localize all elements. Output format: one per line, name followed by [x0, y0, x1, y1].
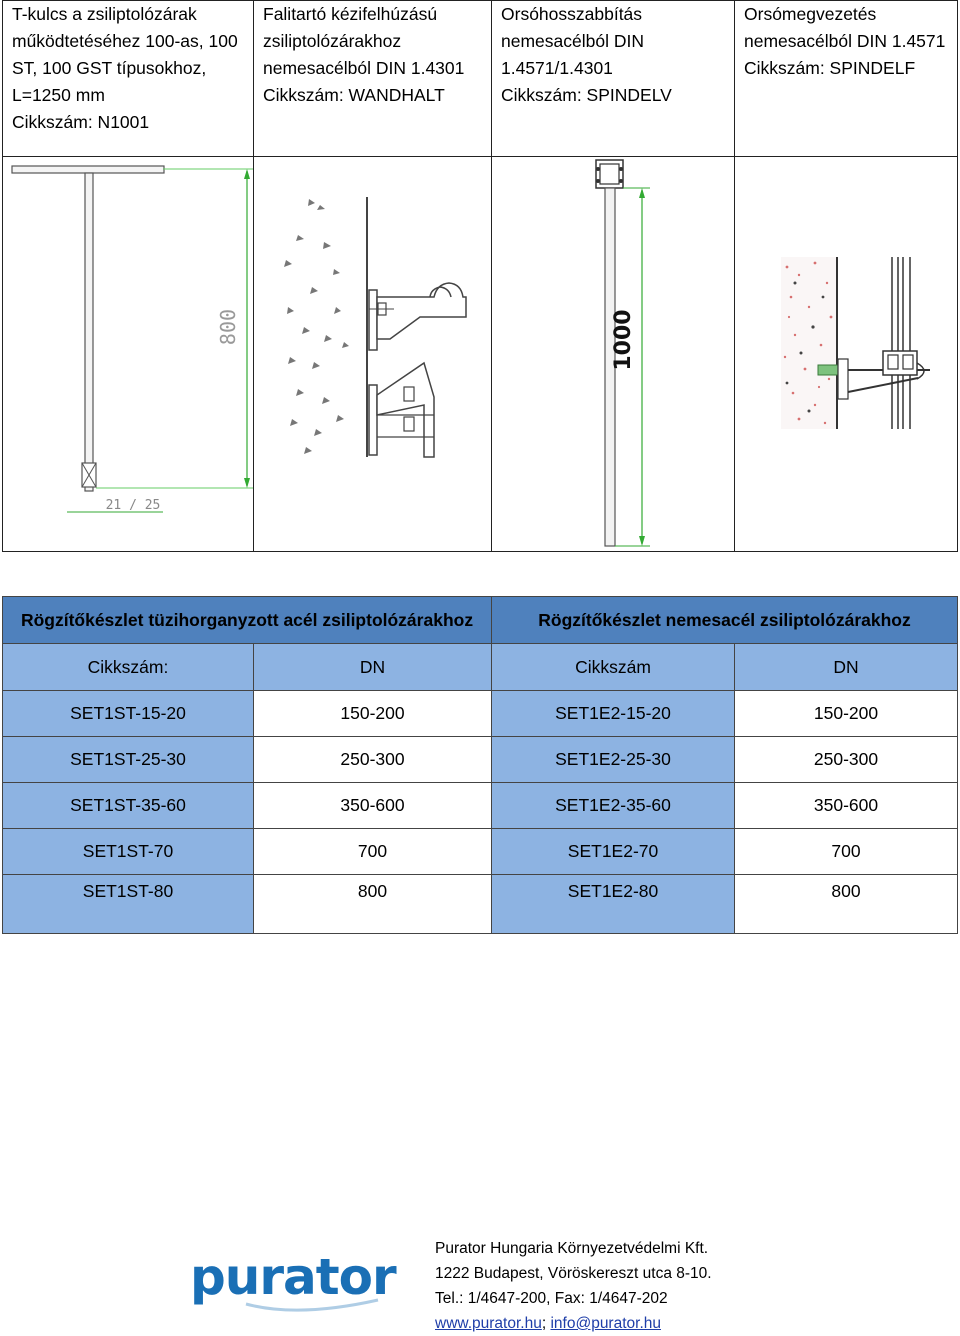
product-code: Cikkszám: WANDHALT	[263, 85, 445, 105]
height-dimension-label: 800	[216, 308, 240, 346]
product-desc-line: zsiliptolózárakhoz	[263, 31, 402, 51]
spindelf-drawing	[735, 157, 958, 551]
product-desc-line: nemesacélból DIN 1.4301	[263, 58, 465, 78]
table-cell: SET1ST-15-20	[3, 691, 254, 737]
table-cell: SET1E2-70	[492, 829, 735, 875]
table-cell: SET1ST-80	[3, 875, 254, 934]
spindelv-drawing	[492, 157, 735, 551]
product-desc-line: Orsóhosszabbítás	[501, 4, 643, 24]
company-address: 1222 Budapest, Vöröskereszt utca 8-10.	[435, 1265, 712, 1282]
table-cell: 350-600	[254, 783, 492, 829]
table-cell: SET1ST-35-60	[3, 783, 254, 829]
width-dimension-label: 21 / 25	[105, 498, 161, 513]
product-cell-spindelf	[735, 1, 958, 157]
company-phone: Tel.: 1/4647-200, Fax: 1/4647-202	[435, 1290, 668, 1307]
product-table	[2, 0, 958, 552]
mounting-set-table	[2, 596, 958, 934]
column-header: Cikkszám	[492, 644, 735, 691]
wandhalt-drawing-cell	[254, 157, 492, 552]
table-row	[3, 737, 958, 783]
product-code: Cikkszám: SPINDELV	[501, 85, 672, 105]
logo-wordmark: purator	[190, 1248, 396, 1306]
column-header: Cikkszám:	[3, 644, 254, 691]
column-header: DN	[254, 644, 492, 691]
table-cell: 800	[254, 875, 492, 934]
tkey-drawing-cell	[3, 157, 254, 552]
product-desc-line: 1.4571/1.4301	[501, 58, 613, 78]
table-cell: 150-200	[735, 691, 958, 737]
length-dimension-label: 1000	[611, 309, 636, 371]
table-cell: SET1ST-70	[3, 829, 254, 875]
table-cell: 700	[735, 829, 958, 875]
table-cell: 350-600	[735, 783, 958, 829]
stainless-set-header: Rögzítőkészlet nemesacél zsiliptolózárakhoz	[492, 597, 958, 644]
product-desc-line: L=1250 mm	[12, 85, 105, 105]
table-row	[3, 691, 958, 737]
product-cell-tkey	[3, 1, 254, 157]
bracket-hook	[377, 283, 466, 339]
product-desc-line: T-kulcs a zsiliptolózárak	[12, 4, 197, 24]
email-link[interactable]: info@purator.hu	[550, 1315, 661, 1332]
wall-section	[781, 257, 837, 429]
product-cell-spindelv	[492, 1, 735, 157]
table-row	[3, 875, 958, 934]
table-cell: SET1E2-15-20	[492, 691, 735, 737]
tkey-drawing	[3, 157, 253, 551]
table-cell: SET1E2-35-60	[492, 783, 735, 829]
table-cell: 150-200	[254, 691, 492, 737]
table-row	[3, 829, 958, 875]
galvanized-set-header: Rögzítőkészlet tüzihorganyzott acél zsiliptolózárakhoz	[3, 597, 492, 644]
column-header: DN	[735, 644, 958, 691]
anchor-plug	[818, 365, 838, 375]
link-separator: ;	[541, 1315, 547, 1332]
product-desc-line: nemesacélból DIN	[501, 31, 644, 51]
company-name: Purator Hungaria Környezetvédelmi Kft.	[435, 1240, 709, 1257]
product-code: Cikkszám: SPINDELF	[744, 58, 916, 78]
table-row	[3, 783, 958, 829]
website-link[interactable]: www.purator.hu	[435, 1315, 542, 1332]
product-code: Cikkszám: N1001	[12, 112, 150, 132]
spindelv-drawing-cell	[492, 157, 735, 552]
product-desc-line: működtetéséhez 100-as, 100	[12, 31, 238, 51]
purator-logo	[188, 1244, 408, 1316]
wandhalt-drawing	[254, 157, 492, 551]
product-desc-line: Falitartó kézifelhúzású	[263, 4, 438, 24]
table-cell: SET1E2-80	[492, 875, 735, 934]
product-desc-line: nemesacélból DIN 1.4571	[744, 31, 946, 51]
table-cell: 700	[254, 829, 492, 875]
product-desc-line: Orsómegvezetés	[744, 4, 877, 24]
spindelf-drawing-cell	[735, 157, 958, 552]
tkey-handle	[12, 166, 164, 173]
product-desc-line: ST, 100 GST típusokhoz,	[12, 58, 207, 78]
contact-block	[435, 1236, 712, 1336]
table-cell: SET1E2-25-30	[492, 737, 735, 783]
tkey-shaft	[85, 173, 93, 491]
product-cell-wandhalt	[254, 1, 492, 157]
concrete-texture	[284, 199, 349, 454]
table-cell: 250-300	[735, 737, 958, 783]
bracket-lower	[377, 363, 434, 457]
table-cell: SET1ST-25-30	[3, 737, 254, 783]
table-cell: 250-300	[254, 737, 492, 783]
table-cell: 800	[735, 875, 958, 934]
contact-links	[435, 1311, 712, 1336]
